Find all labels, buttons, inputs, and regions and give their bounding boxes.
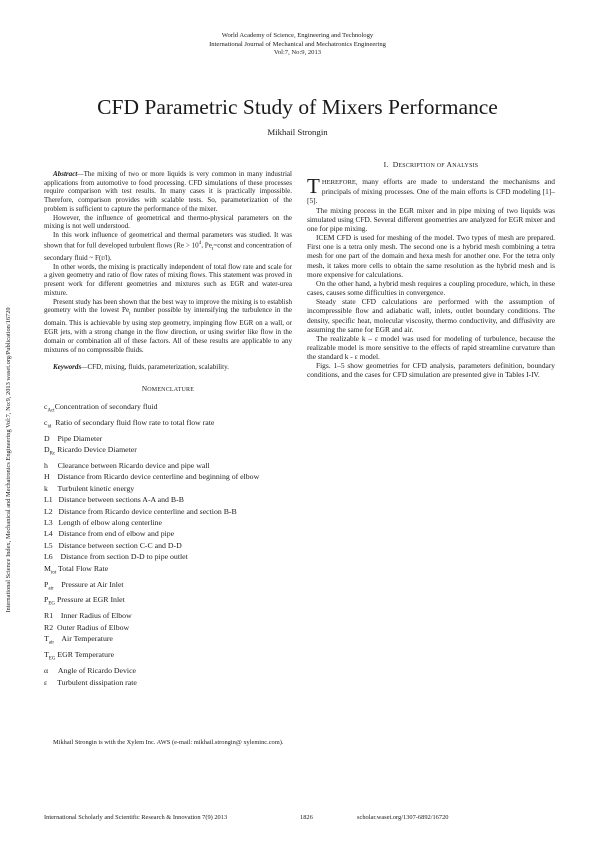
nomenclature-description: Distance from section D-D to pipe outlet	[52, 552, 188, 562]
nomenclature-item	[44, 401, 292, 417]
nomenclature-subscript: Act	[47, 408, 55, 414]
nomenclature-symbol: R1	[44, 611, 54, 621]
nomenclature-description: Total Flow Rate	[56, 563, 109, 573]
nomenclature-symbol: c	[44, 417, 48, 427]
nomenclature-description: Distance between section C-C and D-D	[52, 540, 182, 550]
nomenclature-description: Pressure at EGR Inlet	[55, 595, 125, 605]
section-heading-rest-1: ESCRIPTION OF	[398, 163, 447, 169]
nomenclature-symbol: α	[44, 666, 49, 676]
section-p7: Figs. 1–5 show geometries for CFD analysis, parameters definition, boundary conditions, and the cases for CFD simulation are presented give in Tables I-IV.	[307, 361, 555, 380]
nomenclature-heading	[44, 385, 292, 395]
nomenclature-symbol: k	[44, 483, 48, 493]
nomenclature-heading-initial: N	[141, 384, 148, 393]
abstract-p5-sub: t	[129, 311, 131, 317]
section-heading-initial-2: A	[446, 160, 453, 169]
nomenclature-description: Distance from Ricardo device centerline and beginning of elbow	[49, 472, 260, 482]
abstract-p3	[44, 231, 292, 263]
left-column	[44, 170, 292, 688]
paper-title: CFD Parametric Study of Mixers Performance	[97, 95, 498, 119]
section-heading	[307, 160, 555, 171]
nomenclature-item	[44, 633, 292, 649]
footer-right: scholar.waset.org/1307-6892/16720	[357, 814, 449, 821]
abstract-p5-b: number possible by intensifying the turbulence in the domain. This is achievable by using step geometry, impinging flow EGR on a wall, or EGR jets, with a strong change in the flow direction, or using swirler like flow in the domain or combination all of these factors. All of these results are applicable to any mixtures of no compressible fluids.	[44, 306, 292, 354]
nomenclature-subscript: air	[48, 586, 54, 592]
abstract-p2: However, the influence of geometrical and thermo-physical parameters on the mixing is not well understood.	[44, 213, 292, 231]
section-heading-rest-2: NALYSIS	[452, 163, 479, 169]
nomenclature-symbol: T	[44, 634, 49, 644]
section-p3: ICEM CFD is used for meshing of the model. Two types of mesh are prepared. First one is a tetra only mesh. The second one is a hybrid mesh combining a tetra mesh for one part of the domain and hexa mesh for another one. For the tetra only mesh, it takes more cells to obtain the same resolution as the hybrid mesh and is more expensive for calculations.	[307, 233, 555, 279]
abstract-p3-a: In this work influence of geometrical and thermal parameters was studied. It was shown that for full developed turbulent flows (Re > 10	[44, 230, 292, 249]
nomenclature-symbol: L2	[44, 506, 53, 516]
nomenclature-description: Turbulent dissipation rate	[47, 677, 137, 687]
nomenclature-item	[44, 444, 292, 460]
journal-header-line2: International Journal of Mechanical and Mechatronics Engineering	[209, 40, 386, 48]
right-column	[307, 160, 555, 380]
nomenclature-description: Inner Radius of Elbow	[53, 611, 132, 621]
nomenclature-subscript: id	[47, 424, 52, 430]
nomenclature-item	[44, 665, 292, 676]
nomenclature-item	[44, 594, 292, 610]
nomenclature-item	[44, 540, 292, 551]
nomenclature-symbol: D	[44, 444, 50, 454]
section-p5: Steady state CFD calculations are performed with the assumption of incompressible flow and adiabatic wall, inlets, outlet boundary conditions. The density, specific heat, molecular viscosity, thermo conductivity, and diffusivity are assuming the same for EGR and air.	[307, 297, 555, 334]
journal-header	[0, 32, 595, 58]
abstract-p3-b: , Pe	[201, 240, 212, 249]
nomenclature-description: Distance from end of elbow and pipe	[52, 529, 175, 539]
nomenclature-item	[44, 622, 292, 633]
nomenclature-symbol: M	[44, 563, 51, 573]
nomenclature-symbol: h	[44, 460, 48, 470]
nomenclature-description: Angle of Ricardo Device	[48, 666, 136, 676]
nomenclature-symbol: ε	[44, 677, 48, 687]
nomenclature-item	[44, 506, 292, 517]
footer-left: International Scholarly and Scientific Research & Innovation 7(9) 2013	[44, 814, 228, 821]
nomenclature-item	[44, 579, 292, 595]
nomenclature-item	[44, 417, 292, 433]
nomenclature-description: Ratio of secondary fluid flow rate to total flow rate	[51, 417, 215, 427]
nomenclature-item	[44, 471, 292, 482]
footer-page-number: 1826	[300, 814, 313, 821]
abstract-p1	[44, 170, 292, 214]
nomenclature-item	[44, 433, 292, 444]
abstract-p4: In other words, the mixing is practically independent of total flow rate and scale for a given geometry and ratio of flow rates of mixing flows. This statement was proved in present work for different geometries and mixtures such as EGR and water-urea mixture.	[44, 262, 292, 297]
abstract-text-1: The mixing of two or more liquids is very common in many industrial applications from automotive to food processing. CFD simulations of these processes require comparison with test results. In many cases it is practically impossible. Therefore, comparison provides with scalable tests. So, parameterization of the problem is sufficient to capture the performance of the mixer.	[44, 170, 292, 213]
nomenclature-symbol: P	[44, 579, 49, 589]
nomenclature-symbol: L3	[44, 517, 53, 527]
nomenclature-item	[44, 483, 292, 494]
abstract-p3-c: =const and concentration of secondary fluid ~ F(r/l).	[44, 240, 292, 263]
nomenclature-item	[44, 563, 292, 579]
nomenclature-symbol: T	[44, 650, 49, 660]
nomenclature-description: Turbulent kinetic energy	[47, 483, 135, 493]
journal-header-line3: Vol:7, No:9, 2013	[273, 49, 322, 57]
paper-author: Mikhail Strongin	[267, 127, 328, 137]
abstract-p3-sub: t	[211, 246, 214, 252]
abstract-p3-sup: 4	[198, 240, 202, 246]
nomenclature-description: Clearance between Ricardo device and pipe wall	[47, 460, 210, 470]
nomenclature-description: Air Temperature	[54, 634, 113, 644]
nomenclature-symbol: L4	[44, 529, 53, 539]
nomenclature-subscript: air	[48, 640, 55, 646]
keywords-label: Keywords	[53, 363, 82, 372]
nomenclature-heading-rest: OMENCLATURE	[147, 386, 195, 393]
nomenclature-description: Length of elbow along centerline	[52, 517, 163, 527]
nomenclature-description: Pressure at Air Inlet	[53, 579, 124, 589]
nomenclature-symbol: H	[44, 472, 50, 482]
nomenclature-symbol: L6	[44, 552, 53, 562]
keywords-text: CFD, mixing, fluids, parameterization, scalability.	[87, 363, 229, 372]
nomenclature-item	[44, 649, 292, 665]
nomenclature-subscript: EG	[48, 602, 56, 607]
nomenclature-item	[44, 517, 292, 528]
nomenclature-subscript: Rc	[49, 451, 56, 457]
abstract-p5-a: Present study has been shown that the best way to improve the mixing is to establish geometry with the lowest Pe	[44, 297, 292, 315]
nomenclature-item	[44, 528, 292, 539]
nomenclature-description: Pipe Diameter	[49, 433, 103, 443]
nomenclature-description: Distance from Ricardo device centerline and section B-B	[52, 506, 237, 516]
nomenclature-symbol: L5	[44, 540, 53, 550]
nomenclature-description: Ricardo Device Diameter	[55, 444, 137, 454]
nomenclature-item	[44, 551, 292, 562]
nomenclature-item	[44, 677, 292, 688]
nomenclature-description: Outer Radius of Elbow	[53, 622, 130, 632]
nomenclature-description: Distance between sections A-A and B-B	[52, 495, 184, 505]
nomenclature-description: EGR Temperature	[55, 650, 115, 660]
section-p6: The realizable k – ε model was used for modeling of turbulence, because the realizable model is more sensitive to the effects of rapid streamline curvature than the standard k - ε model.	[307, 333, 555, 362]
section-p1	[307, 174, 555, 206]
section-p1-text: many efforts are made to understand the mechanisms and principals of mixing processes. One of the main efforts is CFD modeling [1]–[5].	[307, 177, 555, 206]
section-p4: On the other hand, a hybrid mesh requires a coupling procedure, which, in these cases, causes some difficulties in convergence.	[307, 278, 555, 298]
author-footnote: Mikhail Strongin is with the Xylem Inc. AWS (e-mail: mikhail.strongin@ xyleminc.com).	[53, 739, 284, 746]
keywords-dash: —	[81, 363, 88, 372]
section-p1-caps: HEREFORE,	[321, 179, 358, 187]
journal-header-line1: World Academy of Science, Engineering and Technology	[221, 32, 374, 39]
nomenclature-subscript: EG	[48, 656, 56, 662]
section-numeral: I.	[383, 160, 389, 169]
drop-cap: T	[307, 174, 320, 199]
nomenclature-symbol: L1	[44, 495, 53, 505]
nomenclature-symbol: P	[44, 595, 49, 605]
nomenclature-symbol: c	[44, 401, 48, 411]
nomenclature-list	[44, 401, 292, 688]
nomenclature-item	[44, 494, 292, 505]
section-p2: The mixing process in the EGR mixer and in pipe mixing of two liquids was simulated using CFD. Several different geometries are analyzed for EGR mixer and one for pipe mixing.	[307, 205, 555, 233]
abstract-p5	[44, 298, 292, 355]
section-heading-initial-1: D	[392, 160, 399, 169]
nomenclature-item	[44, 610, 292, 621]
nomenclature-subscript: tot	[50, 570, 57, 576]
abstract-label: Abstract	[53, 170, 78, 178]
abstract-dash: —	[77, 170, 84, 178]
nomenclature-description: Concentration of secondary fluid	[54, 401, 158, 411]
side-citation: International Science Index, Mechanical and Mechatronics Engineering Vol:7, No:9, 2013 waset.org/Publication/16720	[5, 307, 12, 613]
nomenclature-item	[44, 460, 292, 471]
nomenclature-symbol: D	[44, 433, 50, 443]
keywords	[44, 363, 292, 372]
nomenclature-symbol: R2	[44, 622, 54, 632]
